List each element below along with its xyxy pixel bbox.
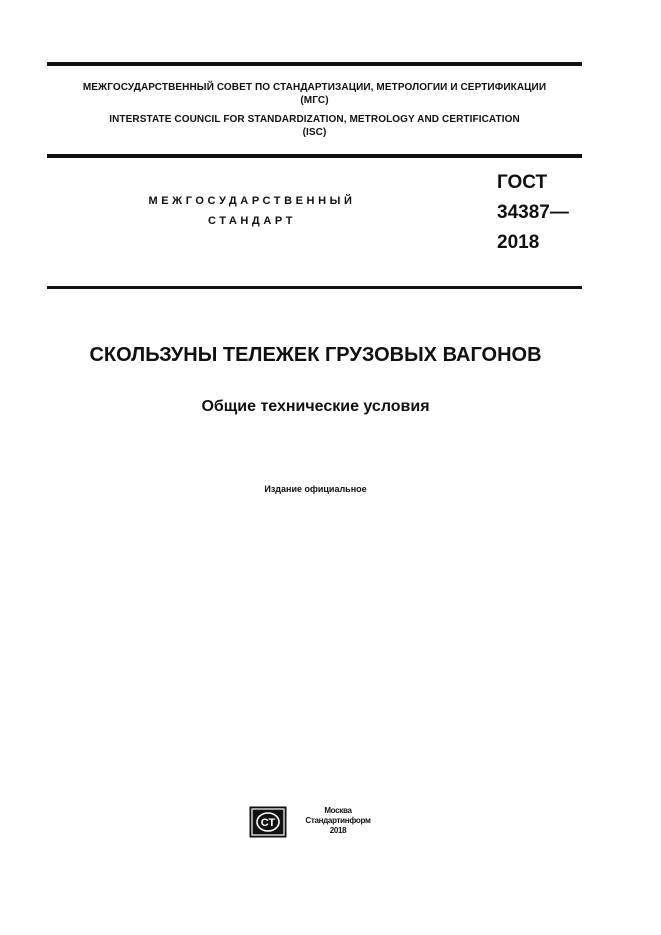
gost-label: ГОСТ bbox=[497, 172, 548, 193]
publisher-year: 2018 bbox=[329, 826, 347, 835]
council-name-en-line1: INTERSTATE COUNCIL FOR STANDARDIZATION, METROLOGY AND CERTIFICATION bbox=[109, 114, 520, 125]
lower-rule bbox=[47, 286, 582, 289]
top-rule bbox=[47, 62, 582, 66]
gost-designation bbox=[497, 168, 569, 258]
gost-number: 34387— bbox=[497, 202, 569, 223]
edition-note: Издание официальное bbox=[264, 484, 367, 494]
document-title: СКОЛЬЗУНЫ ТЕЛЕЖЕК ГРУЗОВЫХ ВАГОНОВ bbox=[89, 344, 542, 366]
council-abbr-en: (ISC) bbox=[302, 127, 327, 138]
middle-rule bbox=[47, 154, 582, 158]
council-name-ru-line1: МЕЖГОСУДАРСТВЕННЫЙ СОВЕТ ПО СТАНДАРТИЗАЦИИ, МЕТРОЛОГИИ И СЕРТИФИКАЦИИ bbox=[82, 82, 547, 93]
gost-year: 2018 bbox=[497, 232, 540, 253]
publisher-city: Москва bbox=[324, 806, 352, 815]
standard-kind-line1: МЕЖГОСУДАРСТВЕННЫЙ bbox=[148, 195, 356, 207]
council-abbr-ru: (МГС) bbox=[300, 95, 329, 106]
council-name-en bbox=[47, 113, 582, 139]
publisher-name: Стандартинформ bbox=[305, 816, 371, 825]
document-subtitle: Общие технические условия bbox=[201, 398, 430, 415]
standard-kind-line2: СТАНДАРТ bbox=[207, 215, 297, 227]
publisher-block bbox=[293, 806, 383, 836]
logo-text: СТ bbox=[260, 817, 276, 829]
standartinform-logo-icon bbox=[249, 806, 287, 838]
council-name-ru bbox=[47, 81, 582, 107]
